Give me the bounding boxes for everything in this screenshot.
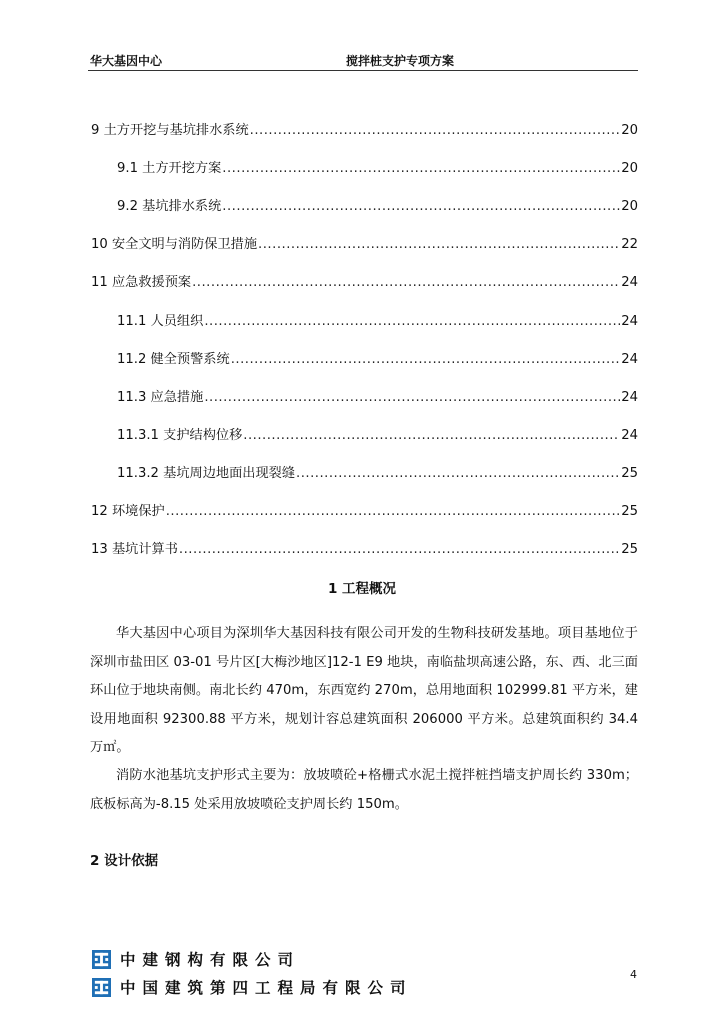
toc-dot-leader [222, 197, 620, 217]
toc-dot-leader [179, 540, 620, 560]
toc-dot-leader [296, 464, 620, 484]
toc-entry-page: 24 [621, 351, 638, 367]
cscec-logo-icon [92, 950, 111, 969]
toc-entry-title: 13 基坑计算书 [91, 542, 178, 558]
toc-dot-leader [243, 426, 620, 446]
toc-entry-title: 11 应急救援预案 [91, 275, 192, 291]
toc-dot-leader [204, 312, 620, 332]
toc-entry[interactable] [91, 446, 638, 484]
toc-dot-leader [222, 159, 620, 179]
toc-entry-page: 22 [621, 237, 638, 253]
toc-entry[interactable] [91, 141, 638, 179]
toc-entry-title: 11.3.1 支护结构位移 [117, 427, 243, 443]
toc-entry[interactable] [91, 332, 638, 370]
header-project-name: 华大基因中心 [90, 54, 163, 68]
toc-entry[interactable] [91, 179, 638, 217]
toc-entry-page: 20 [621, 161, 638, 177]
toc-entry[interactable] [91, 293, 638, 331]
toc-entry-title: 9.2 基坑排水系统 [117, 199, 222, 215]
toc-entry-title: 11.2 健全预警系统 [117, 351, 230, 367]
toc-entry-page: 24 [621, 313, 638, 329]
cscec-logo-icon [92, 978, 111, 997]
table-of-contents [91, 103, 638, 560]
toc-dot-leader [250, 121, 621, 141]
section-title: 1 工程概况 [327, 581, 397, 597]
company-name-1: 中建钢构有限公司 [120, 951, 301, 969]
toc-entry-page: 25 [621, 504, 638, 520]
toc-entry-page: 24 [621, 275, 638, 291]
support-paragraph: 消防水池基坑支护形式主要为：放坡喷砼+格栅式水泥土搅拌桩挡墙支护周长约 330m；底板标高为-8.15 处采用放坡喷砼支护周长约 150m。 [90, 768, 638, 812]
company-row-2 [92, 974, 413, 1000]
toc-entry-page: 24 [621, 427, 638, 443]
page-number: 4 [630, 968, 637, 981]
toc-dot-leader [192, 273, 620, 293]
toc-entry-page: 25 [621, 542, 638, 558]
design-basis-heading: 2 设计依据 [90, 853, 159, 869]
toc-entry-page: 25 [621, 465, 638, 481]
company-row-1 [92, 946, 413, 972]
toc-entry-title: 11.3 应急措施 [117, 389, 204, 405]
toc-dot-leader [166, 502, 620, 522]
toc-entry-title: 11.1 人员组织 [117, 313, 204, 329]
page-header [88, 52, 638, 71]
toc-entry-page: 20 [621, 199, 638, 215]
toc-entry-title: 9.1 土方开挖方案 [117, 161, 222, 177]
toc-entry[interactable] [91, 217, 638, 255]
toc-entry[interactable] [91, 103, 638, 141]
toc-entry-page: 24 [621, 389, 638, 405]
toc-entry[interactable] [91, 522, 638, 560]
overview-paragraph: 华大基因中心项目为深圳华大基因科技有限公司开发的生物科技研发基地。项目基地位于深圳市盐田区 03-01 号片区[大梅沙地区]12-1 E9 地块，南临盐坝高速公路，东、西、北三面环山位于地块南侧。南北长约 470m，东西宽约 270m，总用地面积 102999.81 平方米，建设用地面积 92300.88 平方米，规划计容总建筑面积 206000 平方米。总建筑面积约 34.4 万㎡。 [90, 626, 638, 756]
toc-entry-title: 11.3.2 基坑周边地面出现裂缝 [117, 465, 296, 481]
toc-entry-title: 10 安全文明与消防保卫措施 [91, 237, 258, 253]
toc-entry-title: 9 土方开挖与基坑排水系统 [91, 123, 249, 139]
toc-dot-leader [258, 235, 620, 255]
toc-dot-leader [231, 350, 621, 370]
toc-entry-page: 20 [621, 123, 638, 139]
toc-entry[interactable] [91, 370, 638, 408]
toc-entry-title: 12 环境保护 [91, 504, 165, 520]
toc-entry[interactable] [91, 255, 638, 293]
company-name-2: 中国建筑第四工程局有限公司 [120, 979, 413, 997]
company-footer [92, 946, 413, 1002]
header-document-title: 搅拌桩支护专项方案 [346, 54, 455, 68]
toc-dot-leader [204, 388, 620, 408]
toc-entry[interactable] [91, 484, 638, 522]
toc-entry[interactable] [91, 408, 638, 446]
